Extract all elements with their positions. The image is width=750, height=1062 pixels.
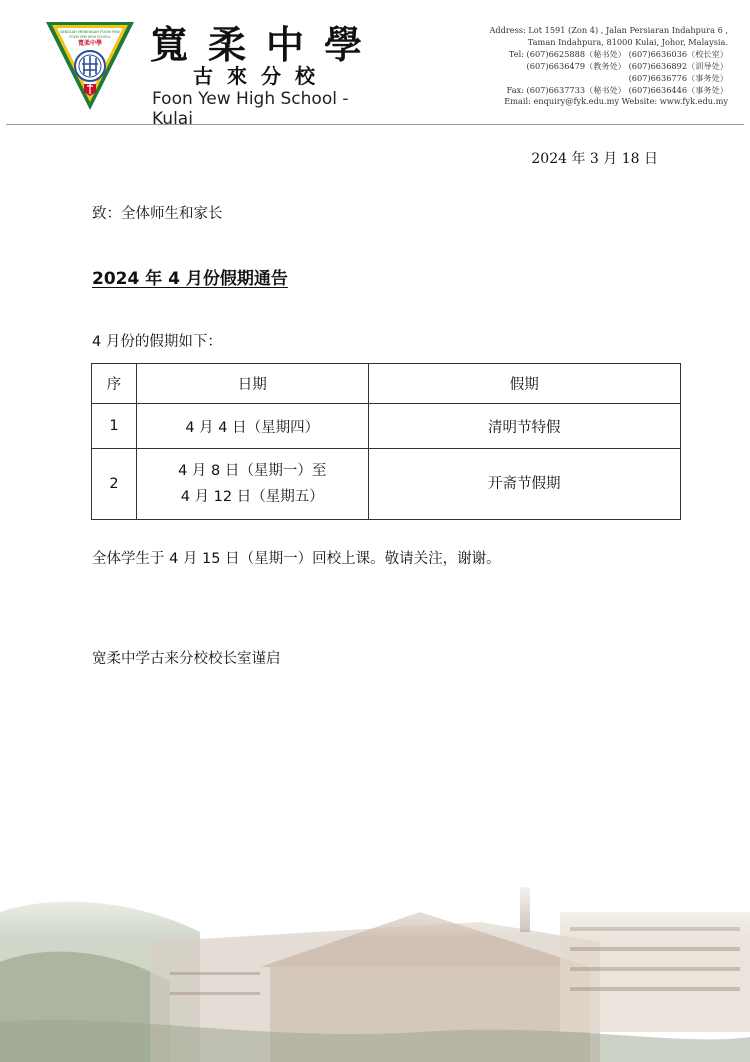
row-no: 1 — [92, 404, 137, 449]
header-no: 序 — [92, 364, 137, 404]
header-divider — [6, 124, 744, 125]
row-no: 2 — [92, 449, 137, 520]
notice-signature: 宽柔中学古来分校校长室谨启 — [92, 651, 281, 667]
contact-line: Email: enquiry@fyk.edu.my Website: www.fyk.edu.my — [504, 96, 728, 107]
holiday-table — [91, 363, 681, 520]
notice-intro: 4 月份的假期如下： — [92, 334, 222, 350]
school-branch-chinese: 古來分校 — [193, 64, 329, 88]
campus-background-image — [0, 872, 750, 1062]
row-date-line: 4 月 4 日（星期四） — [185, 419, 320, 436]
table-row — [92, 404, 681, 449]
header-date: 日期 — [136, 364, 368, 404]
contact-block — [458, 25, 728, 108]
row-date-line: 4 月 8 日（星期一）至 — [178, 463, 327, 479]
row-date-line: 4 月 12 日（星期五） — [180, 489, 324, 505]
school-name-chinese: 寬柔中學 — [150, 22, 383, 67]
table-header-row — [92, 364, 681, 404]
contact-line: Taman Indahpura, 81000 Kulai, Johor, Malaysia. — [527, 36, 728, 47]
logo-cn-text: 寬柔中學 — [77, 40, 103, 47]
notice-date: 2024 年 3 月 18 日 — [531, 151, 658, 167]
notice-recipient: 致：全体师生和家长 — [92, 206, 223, 222]
row-date — [136, 449, 368, 520]
row-holiday: 开斋节假期 — [368, 449, 680, 520]
contact-line: Fax: (607)6637733（秘书处） (607)6636446（事务处） — [506, 84, 728, 95]
table-row — [92, 449, 681, 520]
school-logo — [44, 18, 136, 112]
logo-sub-text: FOON YEW HIGH SCHOOL — [69, 35, 111, 39]
contact-line: Address: Lot 1591 (Zon 4) , Jalan Persiaran Indahpura 6 , — [489, 25, 728, 35]
contact-line: (607)6636479（教务处） (607)6636892（训导处） — [526, 60, 728, 71]
notice-closing: 全体学生于 4 月 15 日（星期一）回校上课。敬请关注，谢谢。 — [92, 551, 501, 567]
header-holiday: 假期 — [368, 364, 680, 404]
contact-line: Tel: (607)6625888（秘书处） (607)6636036（校长室） — [508, 48, 728, 59]
row-date — [136, 404, 368, 449]
row-holiday: 清明节特假 — [368, 404, 680, 449]
school-name-english: Foon Yew High School - Kulai — [152, 89, 349, 129]
contact-line: (607)6636776（事务处） — [628, 72, 728, 83]
logo-ring-text: SEKOLAH MENENGAH FOON YEW — [60, 30, 120, 34]
notice-title: 2024 年 4 月份假期通告 — [92, 269, 288, 289]
